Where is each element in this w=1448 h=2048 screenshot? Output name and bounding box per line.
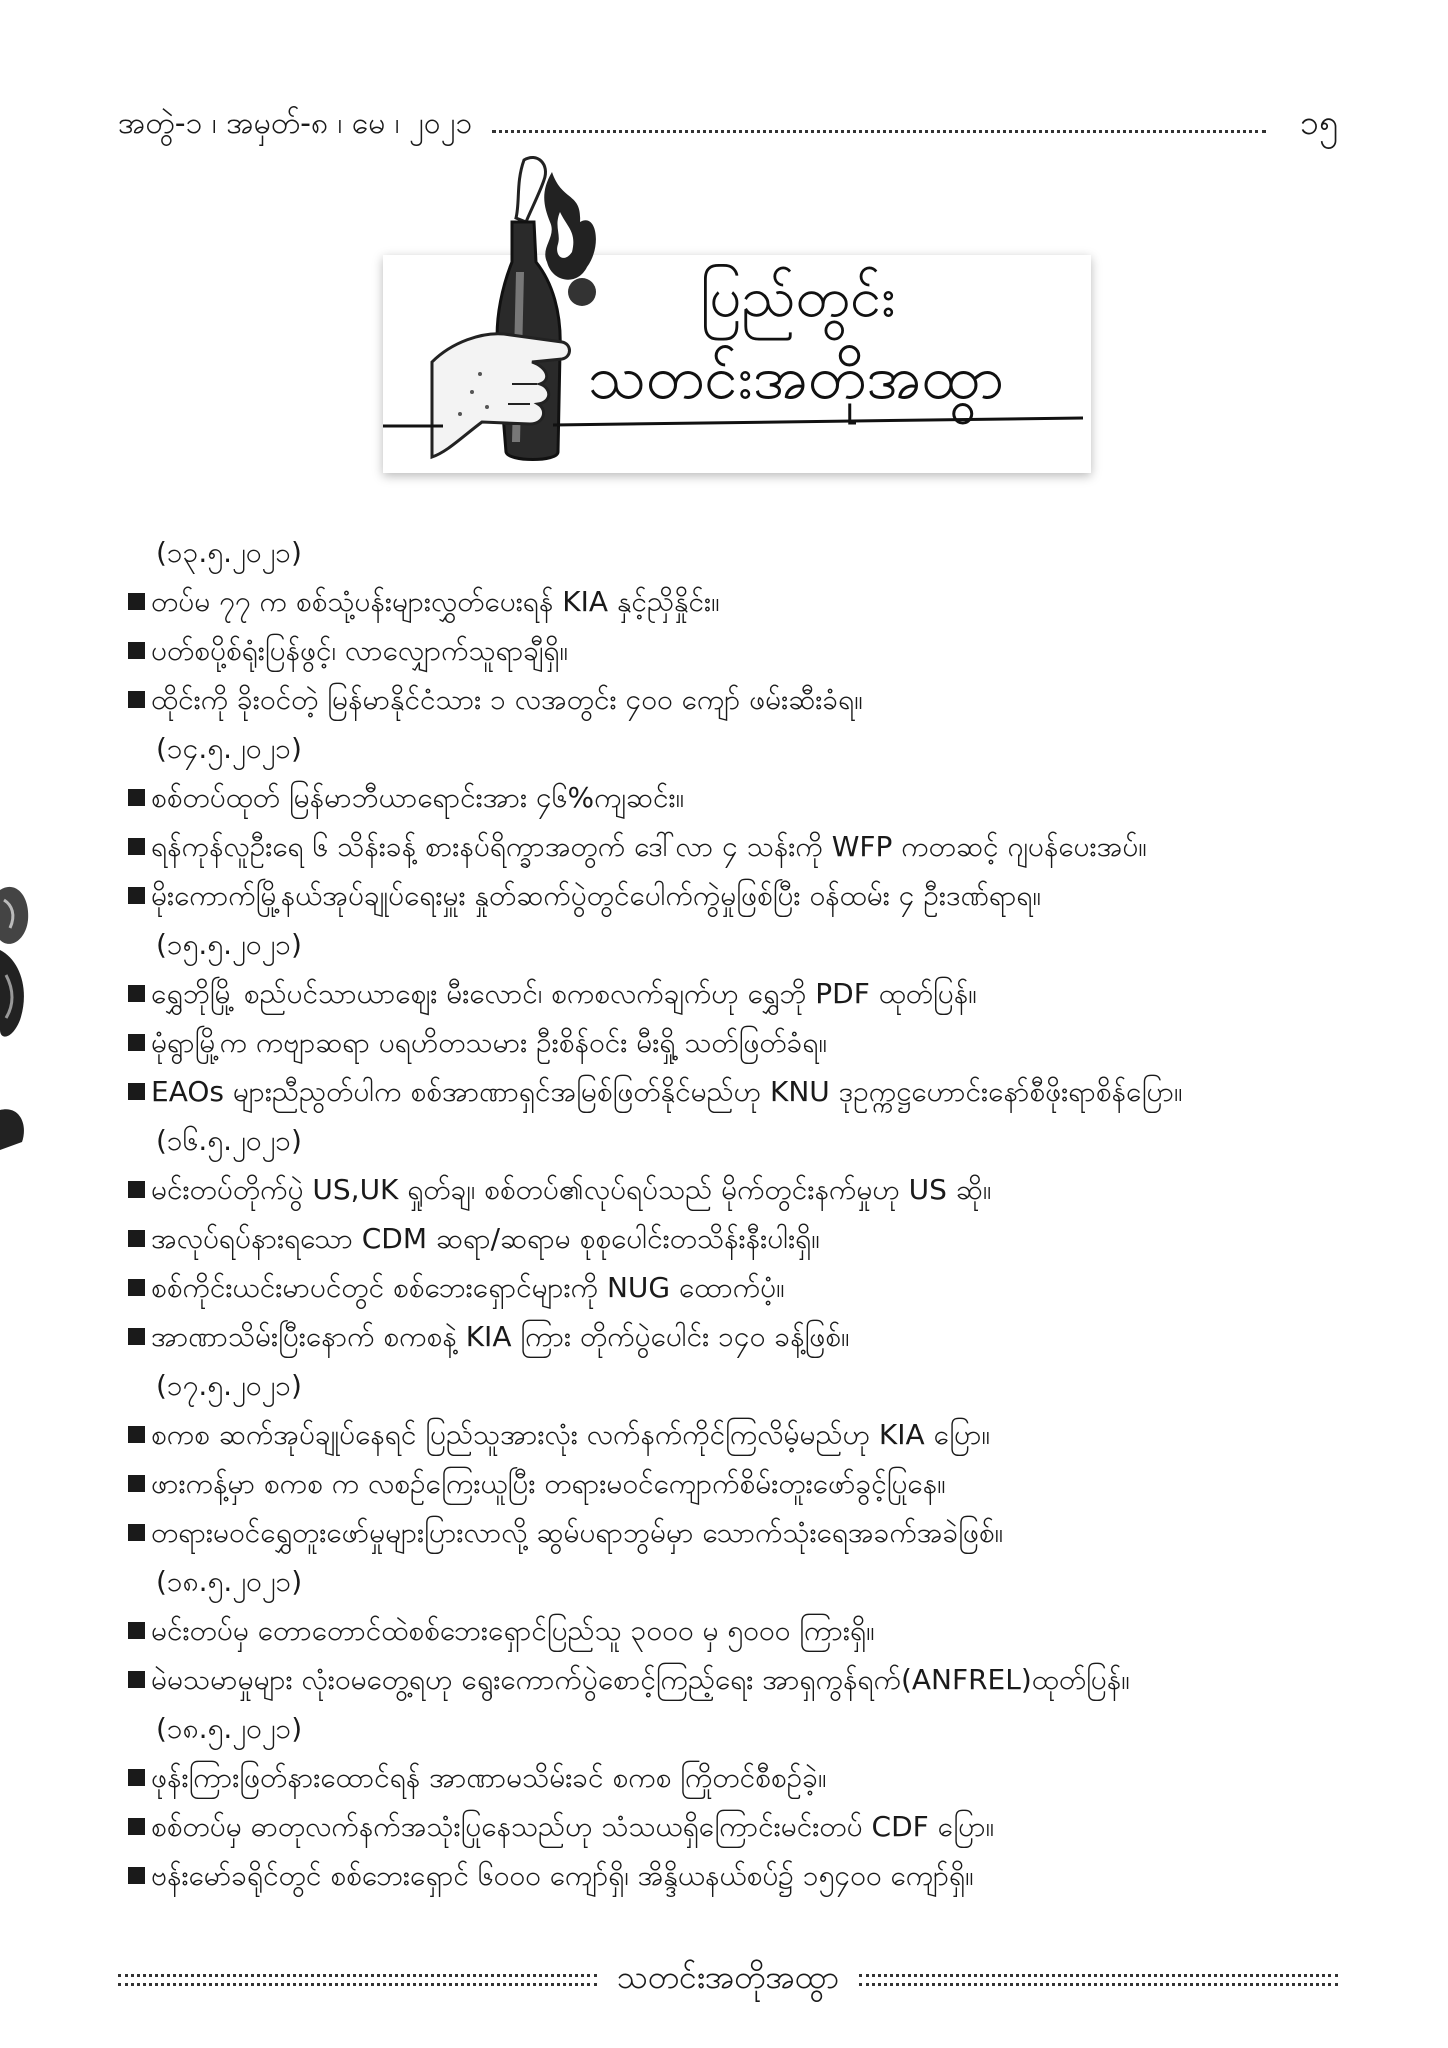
footer-dotted-rule-left (118, 1974, 597, 1986)
banner-title-line2: သတင်းအတိုအထွာ (588, 343, 1005, 413)
list-item (128, 773, 1328, 822)
square-bullet-icon (128, 1622, 145, 1639)
date-heading: (၁၅.၅.၂၀၂၁) (156, 928, 302, 961)
list-item (128, 1802, 1328, 1851)
date-heading: (၁၄.၅.၂၀၂၁) (156, 732, 302, 765)
page-number: ၁၅ (1299, 102, 1338, 143)
list-item (128, 1165, 1328, 1214)
square-bullet-icon (128, 789, 145, 806)
square-bullet-icon (128, 838, 145, 855)
news-text: ထိုင်းကို ခိုးဝင်တဲ့ မြန်မာနိုင်ငံသား ၁ လအတွင်း ၄၀၀ ကျော် ဖမ်းဆီးခံရ။ (151, 683, 863, 716)
header-dotted-rule (492, 126, 1265, 133)
date-heading: (၁၃.၅.၂၀၂၁) (156, 536, 302, 569)
news-text: မိုးကောက်မြို့နယ်အုပ်ချုပ်ရေးမှူး နှုတ်ဆက်ပွဲတွင်ပေါက်ကွဲမှုဖြစ်ပြီး ဝန်ထမ်း ၄ ဦးဒဏ်ရာရ။ (151, 879, 1041, 912)
square-bullet-icon (128, 691, 145, 708)
list-item (128, 675, 1328, 724)
list-item (128, 1263, 1328, 1312)
square-bullet-icon (128, 1475, 145, 1492)
list-item (128, 1508, 1328, 1557)
list-item (128, 1655, 1328, 1704)
square-bullet-icon (128, 593, 145, 610)
news-text: အလုပ်ရပ်နားရသော CDM ဆရာ/ဆရာမ စုစုပေါင်းတသိန်းနီးပါးရှိ။ (151, 1222, 820, 1255)
square-bullet-icon (128, 1328, 145, 1345)
news-text: စစ်ကိုင်းယင်းမာပင်တွင် စစ်ဘေးရှောင်များကို NUG ထောက်ပံ့။ (151, 1271, 785, 1304)
list-item (128, 1312, 1328, 1361)
square-bullet-icon (128, 1818, 145, 1835)
news-text: မင်းတပ်တိုက်ပွဲ US,UK ရှုတ်ချ၊ စစ်တပ်၏လုပ်ရပ်သည် မိုက်တွင်းနက်မှုဟု US ဆို။ (151, 1173, 992, 1206)
square-bullet-icon (128, 1867, 145, 1884)
issue-info: အတွဲ-၁ ၊ အမှတ်-၈ ၊ မေ ၊ ၂၀၂၁ (118, 105, 473, 141)
news-text: ဖားကန့်မှာ စကစ က လစဥ်ကြေးယူပြီး တရားမဝင်ကျောက်စိမ်းတူးဖော်ခွင့်ပြုနေ။ (151, 1467, 946, 1500)
square-bullet-icon (128, 1426, 145, 1443)
square-bullet-icon (128, 1230, 145, 1247)
page-footer (118, 1955, 1338, 2005)
news-text: EAOs များညီညွတ်ပါက စစ်အာဏာရှင်အမြစ်ဖြတ်နိုင်မည်ဟု KNU ဒုဥက္ကဋ္ဌဟောင်းနော်စီဖိုးရာစိန်ပြော။ (151, 1075, 1183, 1108)
square-bullet-icon (128, 887, 145, 904)
footer-dotted-rule-right (859, 1974, 1338, 1986)
list-item (128, 1214, 1328, 1263)
square-bullet-icon (128, 1769, 145, 1786)
side-edge-illustration (0, 880, 40, 1200)
list-item (128, 577, 1328, 626)
list-item (128, 969, 1328, 1018)
date-heading: (၁၆.၅.၂၀၂၁) (156, 1124, 302, 1157)
list-item (128, 1459, 1328, 1508)
square-bullet-icon (128, 1524, 145, 1541)
list-item (128, 626, 1328, 675)
news-text: အာဏာသိမ်းပြီးနောက် စကစနဲ့ KIA ကြား တိုက်ပွဲပေါင်း ၁၄၀ ခန့်ဖြစ်။ (151, 1320, 850, 1353)
square-bullet-icon (128, 1279, 145, 1296)
news-text: မုံရွာမြို့က ကဗျာဆရာ ပရဟိတသမား ဦးစိန်ဝင်း မီးရှို့ သတ်ဖြတ်ခံရ။ (151, 1026, 827, 1059)
news-text: ရန်ကုန်လူဦးရေ ၆ သိန်းခန့် စားနပ်ရိက္ခာအတွက် ဒေါ်လာ ၄ သန်းကို WFP ကတဆင့် ဂျပန်ပေးအပ်။ (151, 830, 1147, 863)
news-text: ဖုန်းကြားဖြတ်နားထောင်ရန် အာဏာမသိမ်းခင် စကစ ကြိုတင်စီစဉ်ခဲ့။ (151, 1761, 827, 1794)
list-item (128, 1753, 1328, 1802)
list-item (128, 1851, 1328, 1900)
news-text: တရားမဝင်ရွှေတူးဖော်မှုများပြားလာလို့ ဆွမ်ပရာဘွမ်မှာ သောက်သုံးရေအခက်အခဲဖြစ်။ (151, 1516, 1004, 1549)
list-item (128, 1067, 1328, 1116)
list-item (128, 822, 1328, 871)
square-bullet-icon (128, 642, 145, 659)
news-text: တပ်မ ၇၇ က စစ်သုံ့ပန်းများလွှတ်ပေးရန် KIA နှင့်ညှိနှိုင်း။ (151, 585, 720, 618)
list-item (128, 1606, 1328, 1655)
news-text: စစ်တပ်မှ ဓာတုလက်နက်အသုံးပြုနေသည်ဟု သံသယရှိကြောင်းမင်းတပ် CDF ပြော။ (151, 1810, 995, 1843)
date-heading: (၁၈.၅.၂၀၂၁) (156, 1712, 303, 1745)
news-text: စစ်တပ်ထုတ် မြန်မာဘီယာရောင်းအား ၄၆%ကျဆင်း။ (151, 781, 685, 814)
news-text: မင်းတပ်မှ တောတောင်ထဲစစ်ဘေးရှောင်ပြည်သူ ၃၀၀၀ မှ ၅၀၀၀ ကြားရှိ။ (151, 1614, 875, 1647)
news-text: ပတ်စပို့စ်ရုံးပြန်ဖွင့်၊ လာလျှောက်သူရာချီရှိ။ (151, 634, 568, 667)
news-text: ရွှေဘိုမြို့ စည်ပင်သာယာဈေး မီးလောင်၊ စကစလက်ချက်ဟု ရွှေဘို PDF ထုတ်ပြန်။ (151, 977, 977, 1010)
date-heading: (၁၇.၅.၂၀၂၁) (156, 1369, 302, 1402)
square-bullet-icon (128, 1083, 145, 1100)
square-bullet-icon (128, 985, 145, 1002)
page-header (118, 100, 1338, 150)
list-item (128, 1410, 1328, 1459)
news-text: မဲမသမာမှုများ လုံးဝမတွေ့ရဟု ရွေးကောက်ပွဲစောင့်ကြည့်ရေး အာရှကွန်ရက်(ANFREL)ထုတ်ပြန်။ (151, 1663, 1130, 1696)
square-bullet-icon (128, 1034, 145, 1051)
square-bullet-icon (128, 1671, 145, 1688)
news-list (128, 528, 1328, 1900)
news-text: ဗန်းမော်ခရိုင်တွင် စစ်ဘေးရှောင် ၆၀၀၀ ကျော်ရှိ၊ အိန္ဒိယနယ်စပ်၌ ၁၅၄၀၀ ကျော်ရှိ။ (151, 1859, 974, 1892)
news-text: စကစ ဆက်အုပ်ချုပ်နေရင် ပြည်သူအားလုံး လက်နက်ကိုင်ကြလိမ့်မည်ဟု KIA ပြော။ (151, 1418, 990, 1451)
list-item (128, 871, 1328, 920)
list-item (128, 1018, 1328, 1067)
footer-section-name: သတင်းအတိုအထွာ (617, 1958, 839, 1996)
date-heading: (၁၈.၅.၂၀၂၁) (156, 1565, 303, 1598)
banner-title-line1: ပြည်တွင်း (700, 265, 896, 330)
square-bullet-icon (128, 1181, 145, 1198)
